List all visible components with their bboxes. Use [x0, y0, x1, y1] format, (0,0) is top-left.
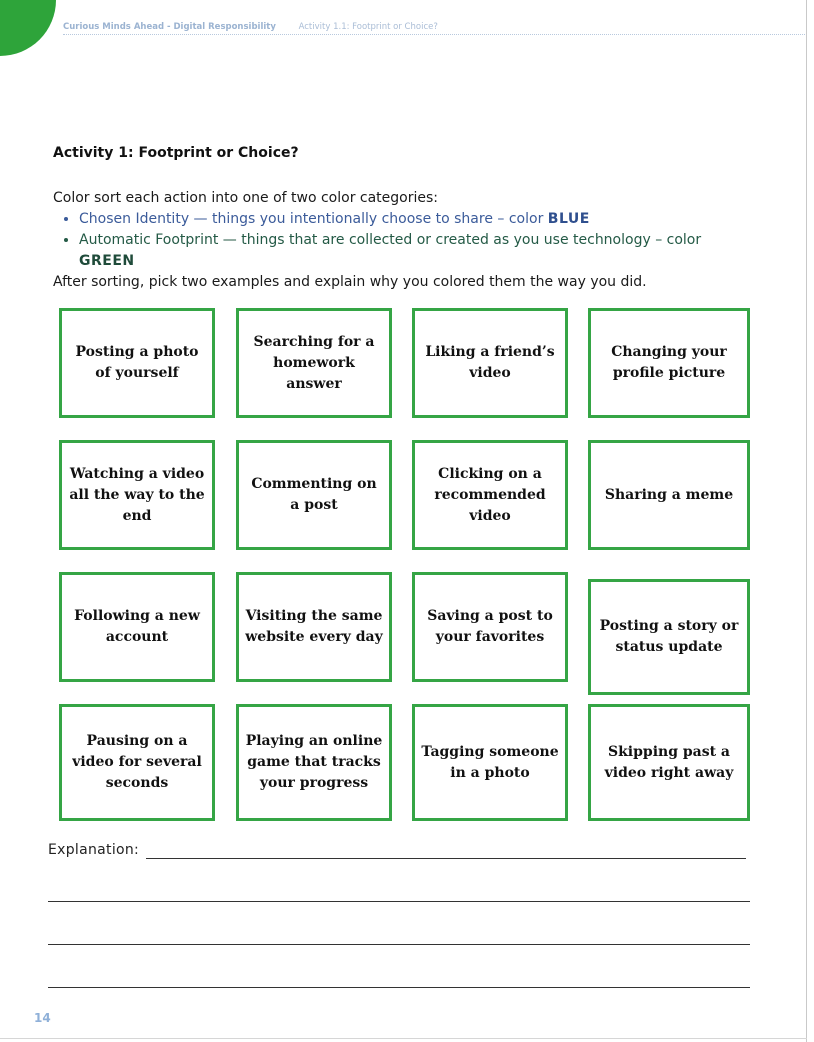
action-card[interactable]: Sharing a meme: [588, 440, 750, 550]
action-card[interactable]: Clicking on a recommended video: [412, 440, 568, 550]
activity-title: Activity 1: Footprint or Choice?: [53, 145, 299, 161]
category-color-word: BLUE: [547, 211, 590, 227]
action-card[interactable]: Playing an online game that tracks your progress: [236, 704, 392, 821]
action-card[interactable]: Tagging someone in a photo: [412, 704, 568, 821]
action-card[interactable]: Saving a post to your favorites: [412, 572, 568, 682]
category-item-chosen-identity: [79, 209, 753, 230]
action-card[interactable]: Searching for a homework answer: [236, 308, 392, 418]
instructions-after: After sorting, pick two examples and explain why you colored them the way you did.: [53, 274, 647, 290]
category-item-automatic-footprint: [79, 230, 753, 272]
action-card[interactable]: Following a new account: [59, 572, 215, 682]
category-list: [53, 209, 753, 272]
action-card[interactable]: Posting a photo of yourself: [59, 308, 215, 418]
category-text: Chosen Identity — things you intentionally choose to share – color: [79, 211, 548, 227]
category-text: Automatic Footprint — things that are collected or created as you use technology – color: [79, 232, 702, 248]
action-card[interactable]: Pausing on a video for several seconds: [59, 704, 215, 821]
action-card[interactable]: Posting a story or status update: [588, 579, 750, 695]
answer-line[interactable]: [48, 901, 750, 902]
action-card[interactable]: Commenting on a post: [236, 440, 392, 550]
page-bottom-edge: [0, 1038, 807, 1039]
explanation-label: Explanation:: [48, 842, 140, 858]
instructions: [53, 188, 753, 293]
answer-line[interactable]: [48, 987, 750, 988]
category-color-word: GREEN: [79, 253, 135, 269]
page-number: 14: [34, 1011, 51, 1025]
action-card[interactable]: Visiting the same website every day: [236, 572, 392, 682]
page-edge: [806, 0, 807, 1042]
corner-decoration: [0, 0, 56, 56]
header-brand: Curious Minds Ahead - Digital Responsibility: [63, 22, 276, 32]
action-card[interactable]: Watching a video all the way to the end: [59, 440, 215, 550]
action-card[interactable]: Liking a friend’s video: [412, 308, 568, 418]
instructions-intro: Color sort each action into one of two color categories:: [53, 190, 439, 206]
action-card[interactable]: Skipping past a video right away: [588, 704, 750, 821]
running-header: [63, 20, 805, 35]
action-card[interactable]: Changing your profile picture: [588, 308, 750, 418]
answer-line[interactable]: [48, 944, 750, 945]
header-section: Activity 1.1: Footprint or Choice?: [298, 22, 438, 32]
answer-line[interactable]: [146, 858, 746, 859]
